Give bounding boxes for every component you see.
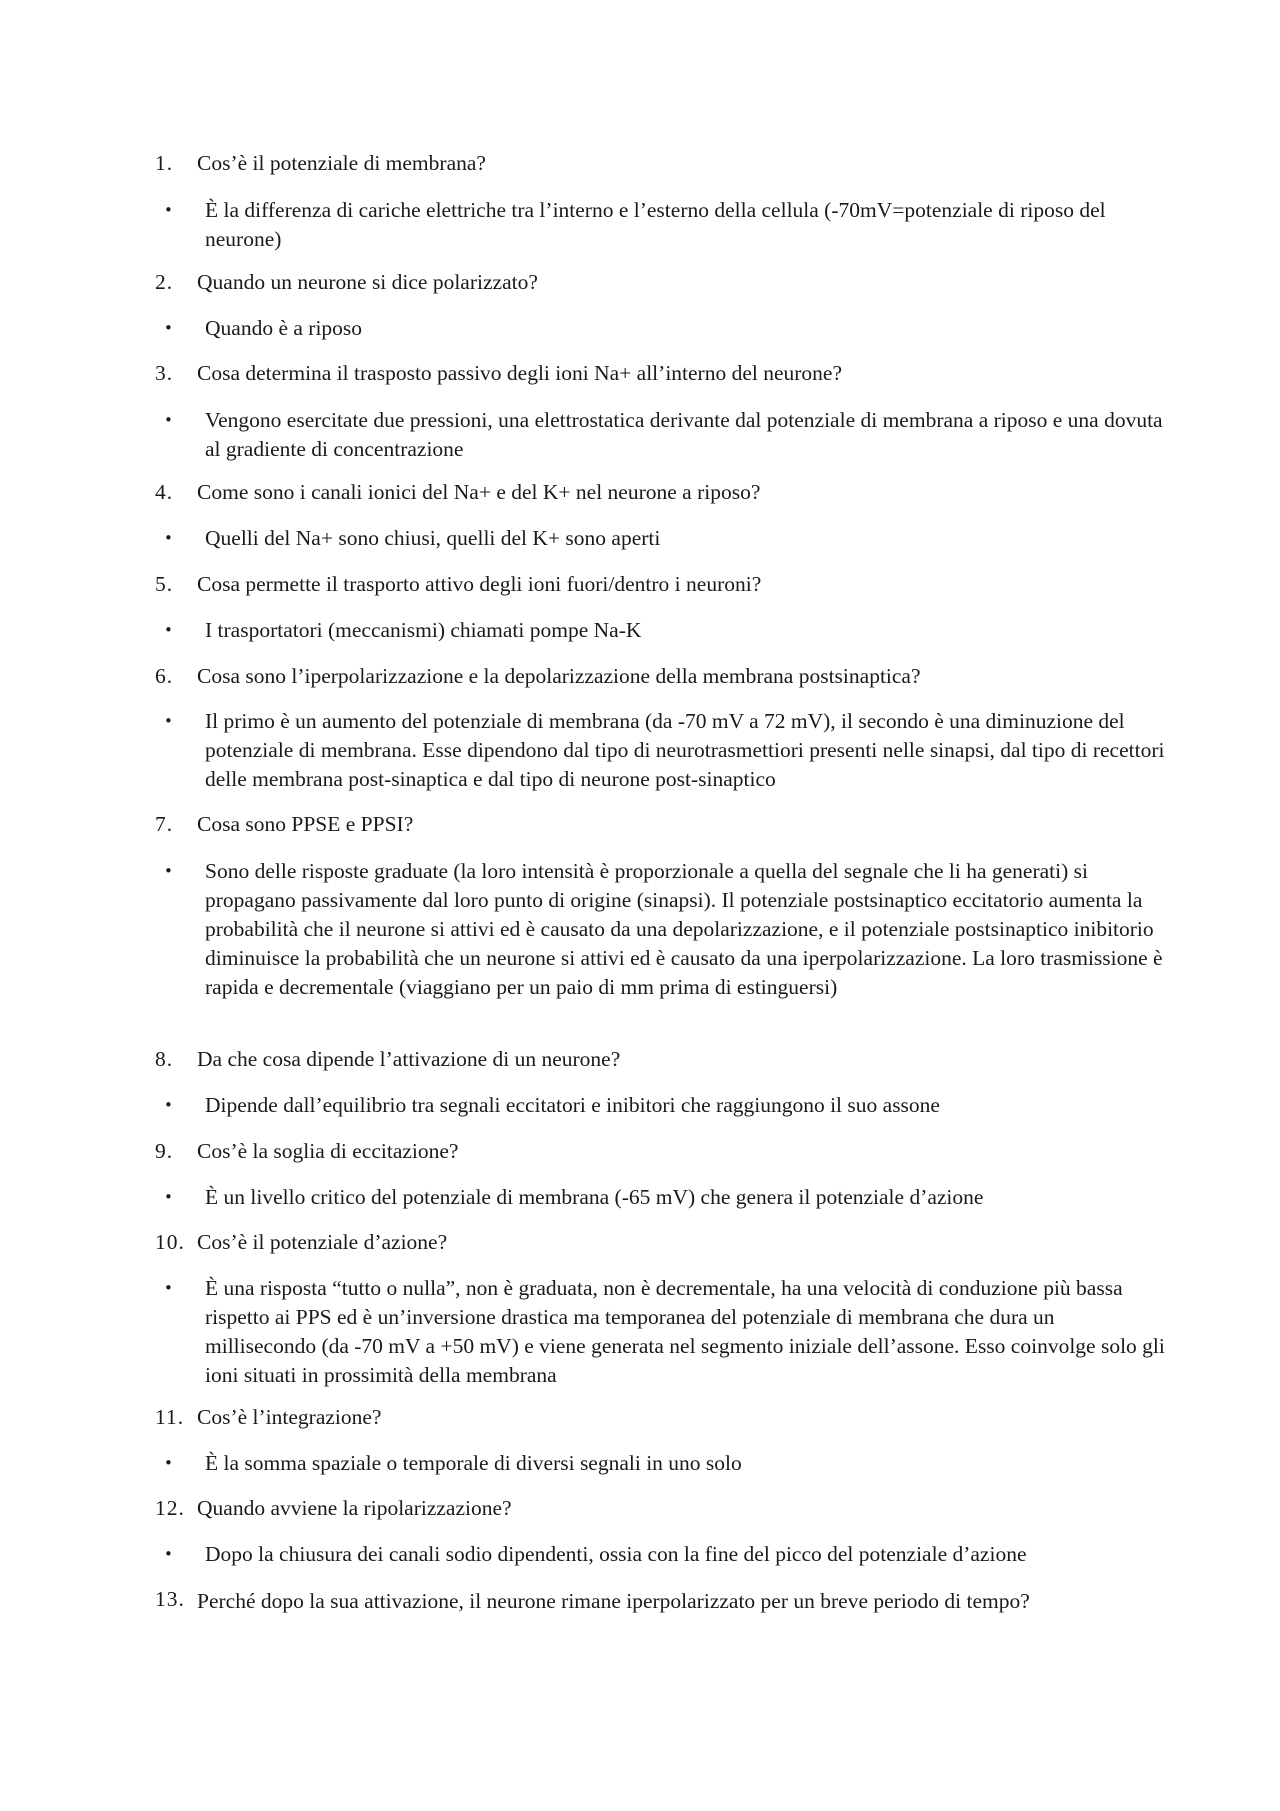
bullet-icon: • [164,621,173,639]
answer-text: Dipende dall’equilibrio tra segnali eccitatori e inibitori che raggiungono il suo assone [205,1093,940,1117]
question-number: 7. [155,812,174,836]
question-number: 5. [155,572,174,596]
answer-text: È un livello critico del potenziale di membrana (-65 mV) che genera il potenziale d’azione [205,1185,984,1209]
question-text: Quando un neurone si dice polarizzato? [197,270,538,294]
answer-text: Dopo la chiusura dei canali sodio dipendenti, ossia con la fine del picco del potenziale d’azione [205,1542,1027,1566]
question-number: 4. [155,480,174,504]
bullet-icon: • [164,1279,173,1297]
bullet-icon: • [164,319,173,337]
answer-text: Vengono esercitate due pressioni, una elettrostatica derivante dal potenziale di membrana a riposo e una dovuta al gradiente di concentrazione [205,408,1163,461]
question-number: 2. [155,270,174,294]
question-number: 6. [155,664,174,688]
answer-text: I trasportatori (meccanismi) chiamati pompe Na-K [205,618,642,642]
question-text: Perché dopo la sua attivazione, il neurone rimane iperpolarizzato per un breve periodo di tempo? [197,1589,1030,1613]
question-text: Cosa permette il trasporto attivo degli ioni fuori/dentro i neuroni? [197,572,762,596]
answer-text: È la differenza di cariche elettriche tra l’interno e l’esterno della cellula (-70mV=potenziale di riposo del neurone) [205,198,1106,251]
question-text: Da che cosa dipende l’attivazione di un neurone? [197,1047,621,1071]
question-number: 1. [155,151,174,175]
answer-text: È la somma spaziale o temporale di diversi segnali in uno solo [205,1451,742,1475]
question-text: Cos’è il potenziale d’azione? [197,1230,448,1254]
question-text: Quando avviene la ripolarizzazione? [197,1496,512,1520]
answer-text: Sono delle risposte graduate (la loro intensità è proporzionale a quella del segnale che li ha generati) si propagano passivamente dal loro punto di origine (sinapsi). Il potenziale postsinaptico eccitatorio aumenta la probabilità che il neurone si attivi ed è causato da una depolarizzazione, e il potenziale postsinaptico inibitorio diminuisce la probabilità che un neurone si attivi ed è causato da una iperpolarizzazione. La loro trasmissione è rapida e decrementale (viaggiano per un paio di mm prima di estinguersi) [205,859,1163,999]
bullet-icon: • [164,1454,173,1472]
question-number: 8. [155,1047,174,1071]
question-text: Cosa determina il trasposto passivo degli ioni Na+ all’interno del neurone? [197,361,843,385]
question-number: 12. [155,1496,185,1520]
bullet-icon: • [164,1096,173,1114]
question-number: 3. [155,361,174,385]
bullet-icon: • [164,201,173,219]
bullet-icon: • [164,1545,173,1563]
bullet-icon: • [164,1188,173,1206]
answer-text: Il primo è un aumento del potenziale di membrana (da -70 mV a 72 mV), il secondo è una diminuzione del potenziale di membrana. Esse dipendono dal tipo di neurotrasmettiori presenti nelle sinapsi, dal tipo di recettori delle membrana post-sinaptica e dal tipo di neurone post-sinaptico [205,709,1165,791]
bullet-icon: • [164,862,173,880]
question-text: Cosa sono l’iperpolarizzazione e la depolarizzazione della membrana postsinaptica? [197,664,921,688]
bullet-icon: • [164,529,173,547]
answer-text: Quelli del Na+ sono chiusi, quelli del K+ sono aperti [205,526,661,550]
bullet-icon: • [164,712,173,730]
question-number: 10. [155,1230,185,1254]
question-text: Come sono i canali ionici del Na+ e del K+ nel neurone a riposo? [197,480,761,504]
question-text: Cos’è il potenziale di membrana? [197,151,486,175]
answer-text: Quando è a riposo [205,316,363,340]
question-text: Cos’è la soglia di eccitazione? [197,1139,459,1163]
answer-text: È una risposta “tutto o nulla”, non è graduata, non è decrementale, ha una velocità di conduzione più bassa rispetto ai PPS ed è un’inversione drastica ma temporanea del potenziale di membrana che dura un millisecondo (da -70 mV a +50 mV) e viene generata nel segmento iniziale dell’assone. Esso coinvolge solo gli ioni situati in prossimità della membrana [205,1276,1165,1387]
question-text: Cosa sono PPSE e PPSI? [197,812,414,836]
question-number: 11. [155,1405,185,1429]
question-number: 13. [155,1587,185,1611]
question-text: Cos’è l’integrazione? [197,1405,382,1429]
bullet-icon: • [164,411,173,429]
question-number: 9. [155,1139,174,1163]
